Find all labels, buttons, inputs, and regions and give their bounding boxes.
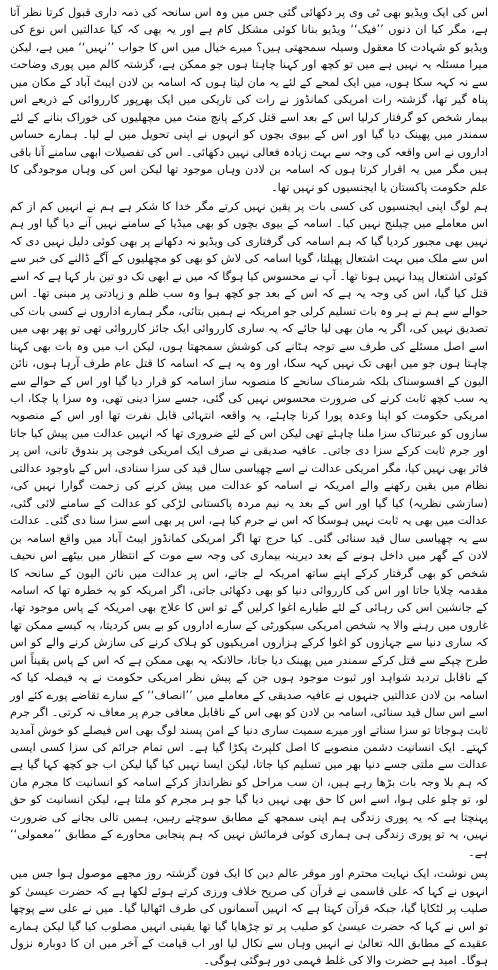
- postscript-paragraph: پس نوشت، ایک نہایت محترم اور موقر عالم دین کا ایک فون گزشتہ روز مجھے موصول ہوا جس میں انہوں نے کہا کہ علی قاسمی نے قرآن کی صریح خلاف ورزی کرتے ہوئے لکھا ہے کہ حضرت عیسیٰ کو صلیب پر لٹکایا گیا، جبکہ قرآن کہتا ہے کہ انہیں آسمانوں کی طرف اٹھالیا گیا۔ میں نے علی سے پوچھا تو اس نے کہا کہ حضرت عیسیٰ کو صلیب پر تو چڑھایا گیا تھا یقینی انہیں مصلوب کیا گیا لیکن ہمارے عقیدے کے مطابق اللہ تعالیٰ نے انہیں وہاں سے نکال لیا اور اب قیامت کے آخر میں ان کا دوبارہ نزول ہوگا۔ امید ہے حضرت والا کی غلط فہمی دور ہوگئی ہوگی۔: [10, 867, 488, 968]
- body-paragraph-2: ہم لوگ اپنی ایجنسیوں کی کسی بات پر یقین نہیں کرتے مگر خدا کا شکر ہے ہم نے انہیں کم از کم اس معاملے میں چیلنج نہیں کیا۔ اسامہ کے بیوی بچوں کو بھی میڈیا کے سامنے نہیں آنے دیا گیا اور ہم نہیں بھی مجبور کردیا گیا کہ ہم اسامہ کی گرفتاری کی ویڈیو نہ دکھانے پر بھی کوئی دلیل نہیں دی کہ اس سے ملک میں بہت اشتعال پھیلتا، گویا اسامہ کی لاش کو بھی کو مچھلیوں کے آگے ڈالنے کی خبر سے کوئی اشتعال پیدا نہیں ہونا تھا۔ آپ نے محسوس کیا ہوگا کہ میں نے ابھی تک دو تین بار کہا ہے کہ اسے قتل کیا گیا، اس کی وجہ یہ ہے کہ اس کے بعد جو کچھ ہوا وہ سب ظلم و زیادتی پر مبنی تھا۔ اس حوالے سے ہم نے ہر وہ بات تسلیم کرلی جو امریکہ نے ہمیں بتائی، مگر ہمارے اداروں نے کسی بات کی تصدیق نہیں کی، اگر یہ مان بھی لیا جائے کہ یہ ساری کارروائی ایک جائز کارروائی تھی تو پھر بھی میں اسے اصل مسئلے کی طرف سے توجہ ہٹانے کی کوشش سمجھتا ہوں، لیکن اب میں وہ بات بھی کہنا چاہتا ہوں جو میں ابھی تک نہیں کہہ سکا، اور وہ یہ ہے کہ اسامہ کا قتل عام طرف آرہا ہوں، نائن الیون کے افسوسناک بلکہ شرمناک سانحے کا منصوبہ ساز اسامہ کو قرار دیا گیا اور اس کے حوالے سے یہ سب کچھ ثابت کرنے کی ضرورت محسوس نہیں کی گئی، جسے سزا دینی تھی، وہ سزا پا چکا، اب امریکی حکومت کو اپنا وعدہ پورا کرنا چاہئے، یہ واقعہ انتہائی قابل نفرت تھا اور اس کے منصوبہ سازوں کو عبرتناک سزا ملنا چاہئے تھی لیکن اس کے لئے ضروری تھا کہ انہیں عدالت میں پیش کیا جاتا اور جرم ثابت کرکے سزا دی جاتی۔ عافیہ صدیقی نے صرف ایک امریکی فوجی پر بندوق تانی، اس پر فائر بھی نہیں کیا، مگر امریکی عدالت نے اسے چھیاسی سال قید کی سزا سنادی، اس کے باوجود عدالتی نظام میں یقین رکھنے والے امریکہ نے اسامہ کو عدالت میں پیش کرنے کی زحمت گوارا نہیں کی، (سازشی نظریہ) کیا گیا اور اس کے بعد یہ نیم مردہ پاکستانی لڑکی کو عدالت کے سامنے لائی گئی، عدالت میں بھی یہ ثابت نہیں ہوسکا کہ اس نے جرم کیا ہے، اس پر بھی اسے سزا سنا دی گئی۔ عدالت سے یہ چھیاسی سال قید سنائی گئی۔ کیا حرج تھا اگر امریکی کمانڈوز ایبٹ آباد میں واقع اسامہ بن لادن کے گھر میں داخل ہونے کے بعد دیرینہ بیماری کی وجہ سے موت کے انتظار میں بیٹھے اس نحیف شخص کو بھی گرفتار کرکے اپنے ساتھ امریکہ لے جاتے، اس پر عدالت میں نائن الیون کے سانحہ کا مقدمہ چلایا جاتا اور اس کی کارروائی دنیا کو بھی دکھائی جاتی، اگر امریکہ کو یہ خطرہ تھا کہ اسامہ کے جانشین اس کی رہائی کے لئے طیارے اغوا کرلیں گے تو اس کا علاج بھی امریکہ کے پاس موجود تھا، غاروں میں رہنے والا یہ شخص امریکی سیکورٹی کے سارے اداروں کو بے بس کردیتا، یہ کیسے ممکن تھا کہ ساری دنیا سے جہازوں کو اغوا کرکے ہزاروں امریکیوں کو ہلاک کرنے کی سازش کرنے والے کو اس طرح چپکے سے قتل کرکے سمندر میں پھینک دیا جاتا، حالانکہ یہ بھی ممکن ہے کہ اس کے پاس یقیناً اس کے ناقابل تردید شواہد اور ثبوت موجود ہوں جن کے پیش نظر امریکی حکومت نے یہ فیصلہ کیا کہ اسامہ بن لادن عدالتیں جنہوں نے عافیہ صدیقی کے معاملے میں ’’انصاف‘‘ کے سارے تقاضے پورے کئے اور اسے اس سال قید سنائی، اسامہ بن لادن کو بھی اس کے ناقابل معافی جرم پر معاف نہ کرتی۔ اگر جرم ثابت ہوجاتا تو سزا سناتے اور میرے سمیت ساری دنیا کے امن پسند لوگ بھی اس فیصلے کو خوش آمدید کہتے۔ ایک انسانیت دشمن منصوبے کا اصل کلپرٹ پکڑا گیا ہے۔ اس تمام جرائم کی سزا کسی ایسی عدالت سے ملتی جسے دنیا بھر میں تسلیم کیا جاتا، لیکن ایسا نہیں کیا گیا لیکن اب جو کچھ کہا گیا ہے کہ ہم بلا وجہ بات بڑھا رہے ہیں، ان سب مراحل کو نظرانداز کرکے اسامہ کو انسانیت کا مجرم مان لو، تو چلو علی ہوا، اسے اس کا حق بھی نہیں دیا گیا جو ہر مجرم کو ملتا ہے، لیکن انسانیت کو حق پہنچتا ہے کہ یہ پوری زندگی ہم اپنی سمجھ کے مطابق سوچتے رہیں، ہمیں تالی بجانے کی ضرورت نہیں، یہ تو پوری زندگی ہی ہماری کوئی فرمائش نہیں کہ ہم پنجابی محاورے کے مطابق ’’معمولی‘‘ ہے۔: [10, 199, 488, 859]
- body-paragraph-1: اس کی ایک ویڈیو بھی ٹی وی پر دکھائی گئی جس میں وہ اس سانحہ کی ذمہ داری قبول کرتا نظر آتا ہے، مگر کیا ان دنوں ’’فیک‘‘ ویڈیو بنانا کوئی مشکل کام ہے اور یہ بھی کہ کیا عدالتیں اس نوع کی ویڈیو کو شہادت کا معقول وسیلہ سمجھتی ہیں؟ میرے خیال میں اس کا جواب ’’نہیں‘‘ میں ہے، لیکن میرا مسئلہ یہ نہیں ہے میں تو کچھ اور کہنا چاہتا ہوں جو ممکن ہے، گزشتہ کالم میں پوری وضاحت سے نہ کہہ سکا ہوں، میں ایک لمحے کے لئے یہ مان لیتا ہوں کہ اسامہ بن لادن ایبٹ آباد کے مکان میں پناہ گیر تھا، گزشتہ رات امریکی کمانڈوز نے رات کی تاریکی میں ایک بھرپور کارروائی کے ذریعے اس بیمار شخص کو گرفتار کرلیا اس کے بعد اسے قتل کرکے پانچ منٹ میں مچھلیوں کی خوراک بنانے کے لئے سمندر میں پھینک دیا گیا اور اس کے بیوی بچوں کو انہوں نے اپنی تحویل میں لے لیا۔ ہمارے حساس اداروں نے اس واقعہ کی وجہ سے بہت زیادہ فعالی نہیں دکھائی۔ اس کی تفصیلات ابھی سامنے آنا باقی ہیں مگر میں یہ اقرار کرتا ہوں کہ اسامہ بن لادن وہاں موجود تھا لیکن اس کی وہاں موجودگی کا علم حکومت پاکستان یا ایجنسیوں کو نہیں تھا۔: [10, 6, 488, 194]
